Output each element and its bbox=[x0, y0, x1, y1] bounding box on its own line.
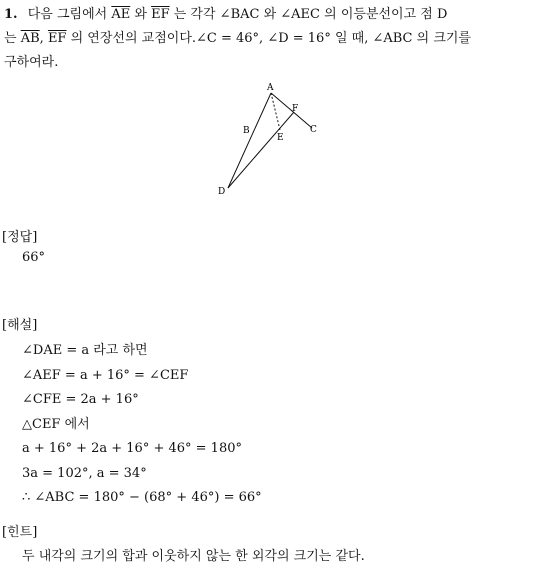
segment-ef: $\overline{EF}$ bbox=[47, 31, 67, 46]
hint-text: 두 내각의 크기의 합과 이웃하지 않는 한 외각의 크기는 같다. bbox=[22, 549, 365, 564]
segment-ef: $\overline{EF}$ bbox=[151, 7, 170, 22]
geometry-figure bbox=[212, 82, 324, 198]
solution-step: ∠CFE = 2a + 16° bbox=[22, 392, 139, 407]
answer-value: 66° bbox=[22, 250, 46, 265]
solution-step: a + 16° + 2a + 16° + 46° = 180° bbox=[22, 441, 242, 456]
separator: , bbox=[39, 31, 44, 46]
problem-text: 는 각각 ∠BAC 와 ∠AEC 의 이등분선이고 점 D bbox=[173, 7, 448, 22]
solution-step: ∠DAE = a 라고 하면 bbox=[22, 343, 148, 358]
problem-text: 와 bbox=[134, 7, 147, 22]
problem-line-1 bbox=[4, 3, 530, 27]
solution-steps bbox=[22, 339, 262, 511]
line-ad bbox=[228, 93, 271, 188]
solution-step: 3a = 102°, a = 34° bbox=[22, 465, 147, 481]
problem-number: 1. bbox=[4, 7, 18, 22]
answer-label: [정답] bbox=[2, 230, 38, 245]
line-ae bbox=[271, 93, 280, 130]
segment-ab: $\overline{AB}$ bbox=[20, 31, 40, 46]
problem-text: 는 bbox=[4, 31, 17, 46]
label-e: E bbox=[277, 133, 284, 143]
label-a: A bbox=[267, 83, 274, 93]
line-df bbox=[228, 112, 294, 188]
problem-text: 다음 그림에서 bbox=[27, 7, 108, 22]
problem-line-2 bbox=[4, 27, 530, 51]
label-f: F bbox=[292, 104, 299, 114]
label-b: B bbox=[243, 126, 250, 136]
solution-step: △CEF 에서 bbox=[22, 416, 90, 432]
segment-ae: $\overline{AE}$ bbox=[111, 7, 131, 22]
solution-step: ∠AEF = a + 16° = ∠CEF bbox=[22, 367, 189, 383]
problem-text: 의 연장선의 교점이다.∠C = 46°, ∠D = 16° 일 때, ∠ABC 의 크기를 bbox=[70, 31, 471, 46]
hint-label: [힌트] bbox=[2, 525, 38, 540]
label-d: D bbox=[218, 187, 226, 197]
label-c: C bbox=[310, 125, 317, 135]
solution-label: [해설] bbox=[2, 318, 38, 333]
problem-statement bbox=[4, 3, 530, 75]
problem-line-3: 구하여라. bbox=[4, 55, 59, 70]
solution-step: ∴ ∠ABC = 180° − (68° + 46°) = 66° bbox=[22, 490, 262, 505]
